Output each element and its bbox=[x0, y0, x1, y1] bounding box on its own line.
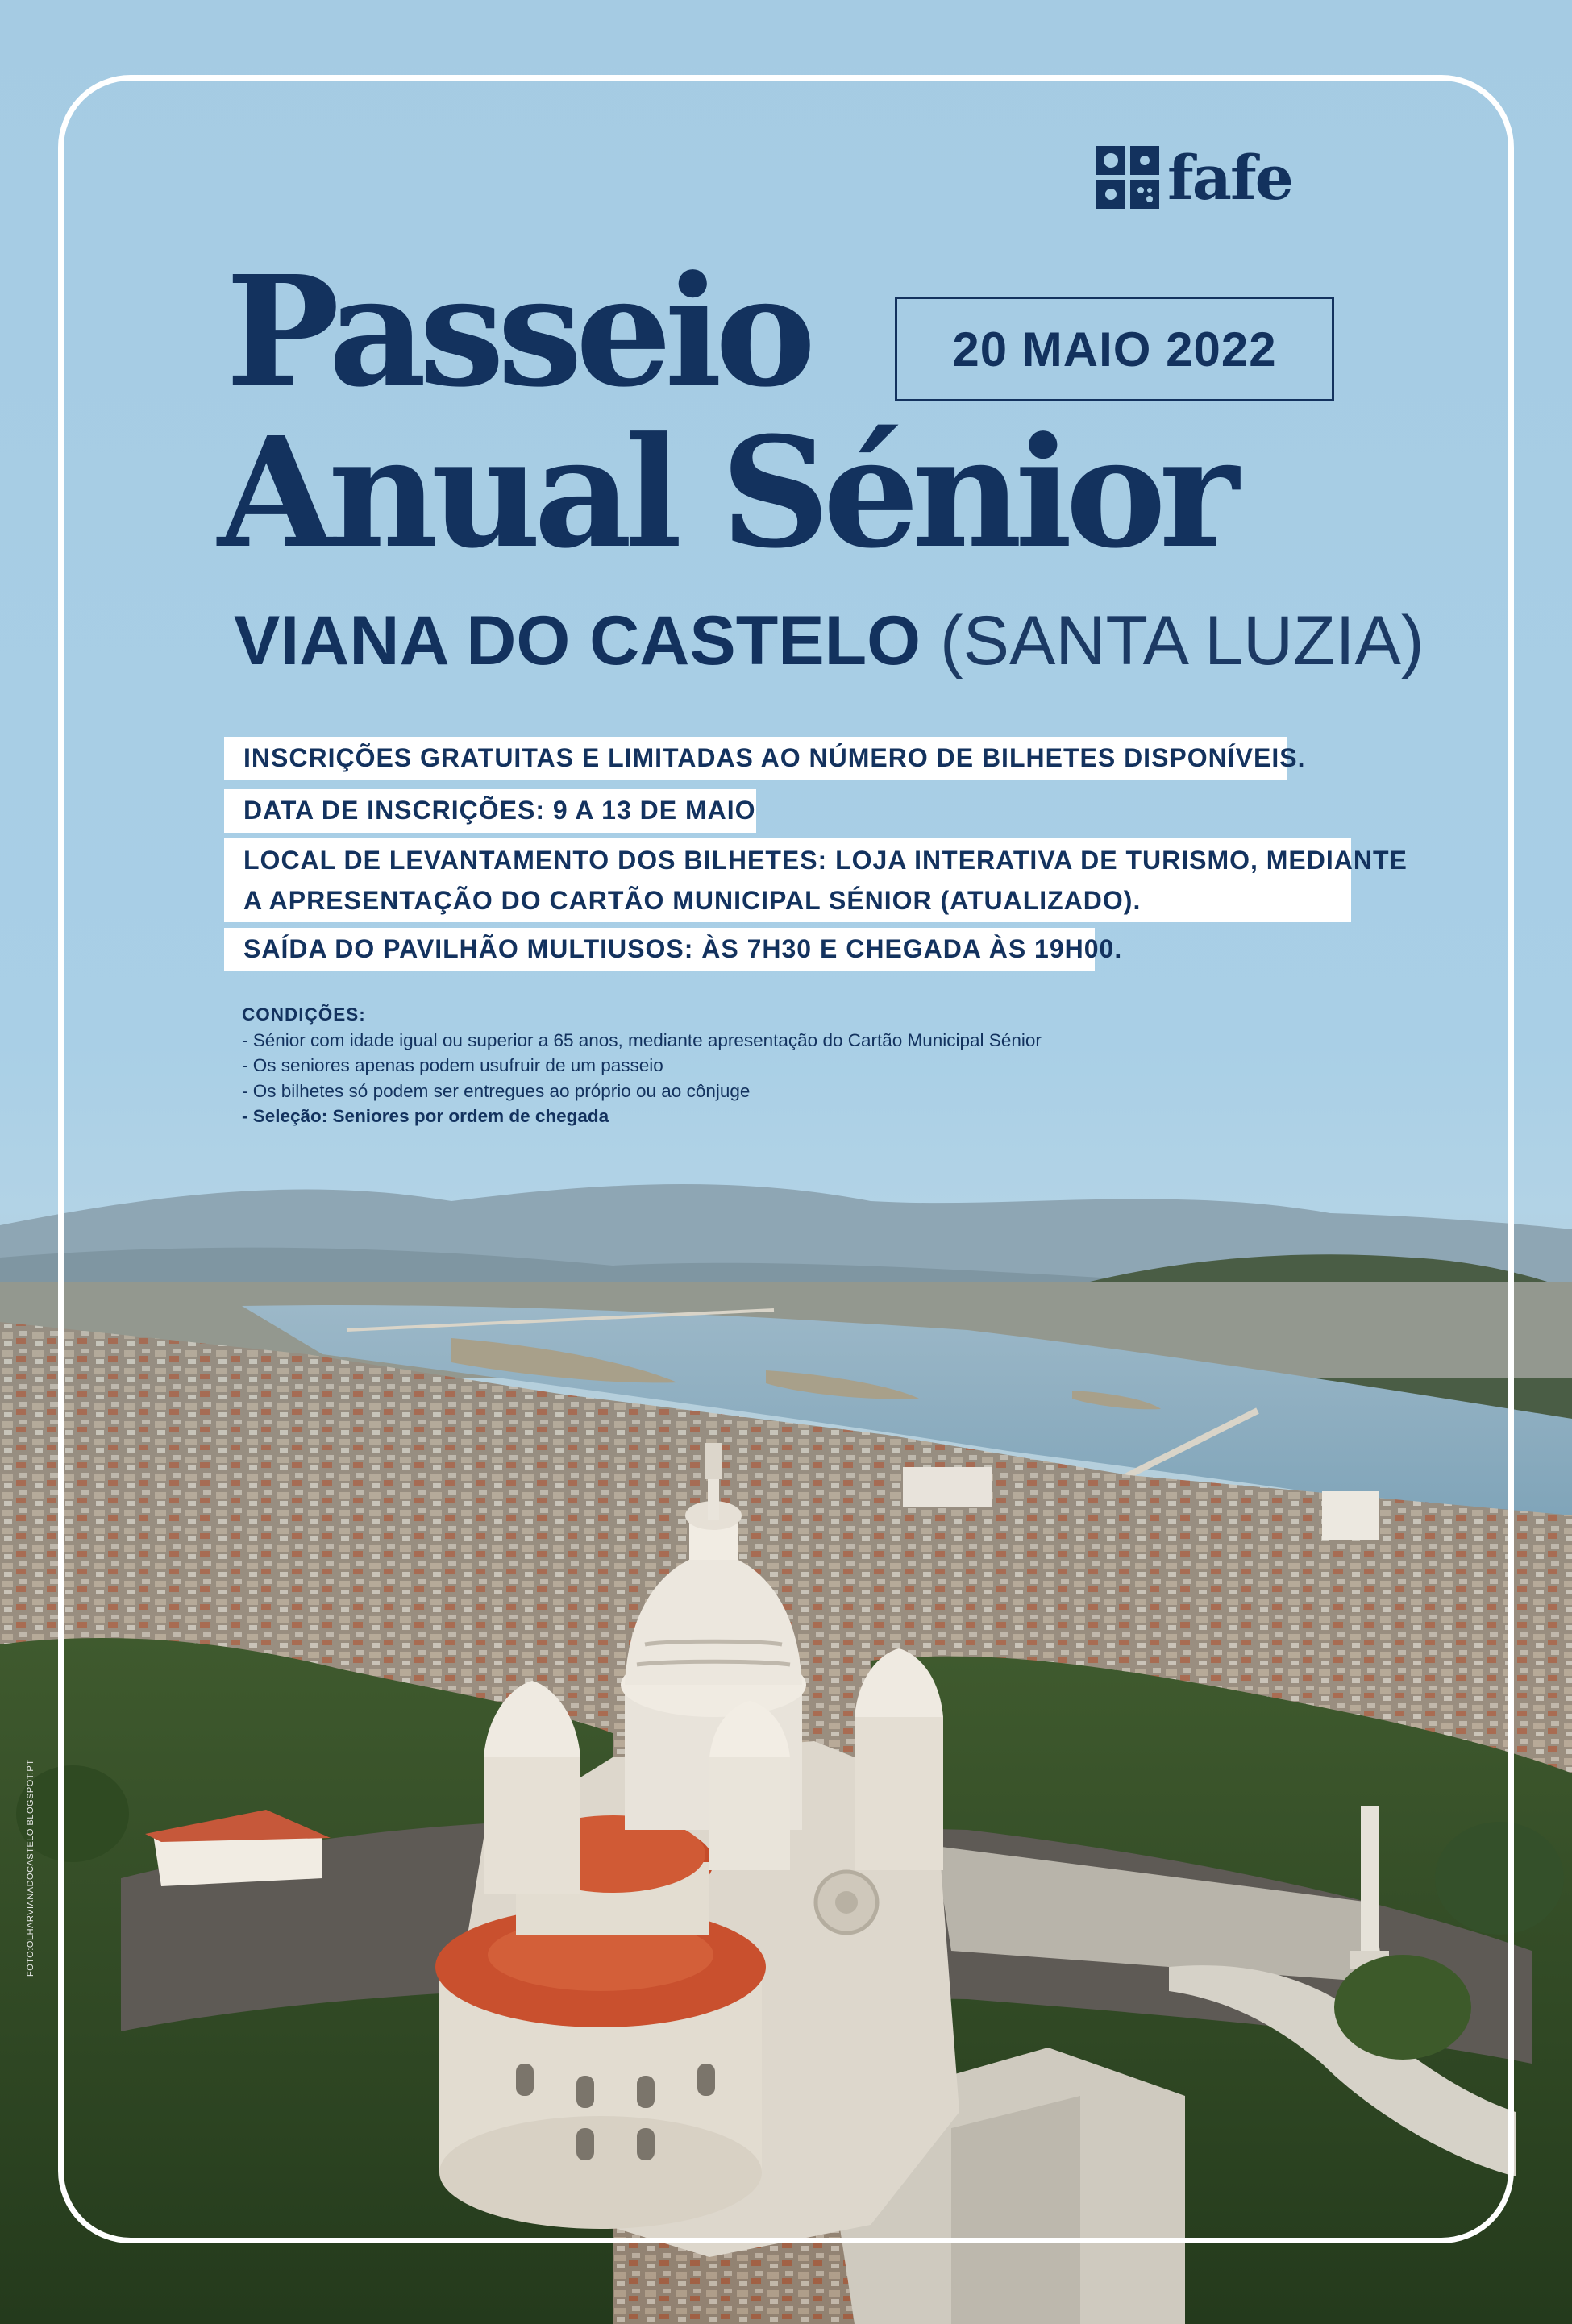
info-registration-free: INSCRIÇÕES GRATUITAS E LIMITADAS AO NÚMERO DE BILHETES DISPONÍVEIS. bbox=[224, 737, 1287, 780]
logo-text: fafe bbox=[1167, 141, 1292, 214]
condition-item: - Os bilhetes só podem ser entregues ao próprio ou ao cônjuge bbox=[242, 1080, 751, 1101]
fafe-logo bbox=[1096, 141, 1292, 214]
condition-item-selection: - Seleção: Seniores por ordem de chegada bbox=[242, 1106, 609, 1126]
info-ticket-pickup bbox=[224, 838, 1408, 922]
destination-subtitle bbox=[234, 602, 1424, 680]
condition-item: - Sénior com idade igual ou superior a 65 anos, mediante apresentação do Cartão Municipal Sénior bbox=[242, 1029, 1042, 1050]
info-ticket-pickup-line-2: A APRESENTAÇÃO DO CARTÃO MUNICIPAL SÉNIOR (ATUALIZADO). bbox=[243, 886, 1142, 915]
photo-credit: FOTO:OLHARVIANADOCASTELO.BLOGSPOT.PT bbox=[26, 1759, 35, 1977]
title-line-2: Anual Sénior bbox=[218, 404, 1232, 582]
conditions-title: CONDIÇÕES: bbox=[242, 1004, 366, 1025]
destination-city: VIANA DO CASTELO bbox=[234, 602, 921, 680]
condition-item: - Os seniores apenas podem usufruir de um passeio bbox=[242, 1055, 663, 1075]
conditions-block bbox=[242, 1002, 1042, 1129]
info-registration-dates: DATA DE INSCRIÇÕES: 9 A 13 DE MAIO bbox=[224, 789, 756, 833]
fafe-flower-mark-icon bbox=[1096, 146, 1159, 209]
event-date-box: 20 MAIO 2022 bbox=[895, 297, 1334, 401]
info-departure-arrival: SAÍDA DO PAVILHÃO MULTIUSOS: ÀS 7H30 E CHEGADA ÀS 19H00. bbox=[224, 928, 1095, 971]
title-line-1: Passeio bbox=[226, 243, 809, 421]
destination-place: (SANTA LUZIA) bbox=[939, 602, 1424, 680]
info-ticket-pickup-line-1: LOCAL DE LEVANTAMENTO DOS BILHETES: LOJA INTERATIVA DE TURISMO, MEDIANTE bbox=[243, 846, 1408, 875]
